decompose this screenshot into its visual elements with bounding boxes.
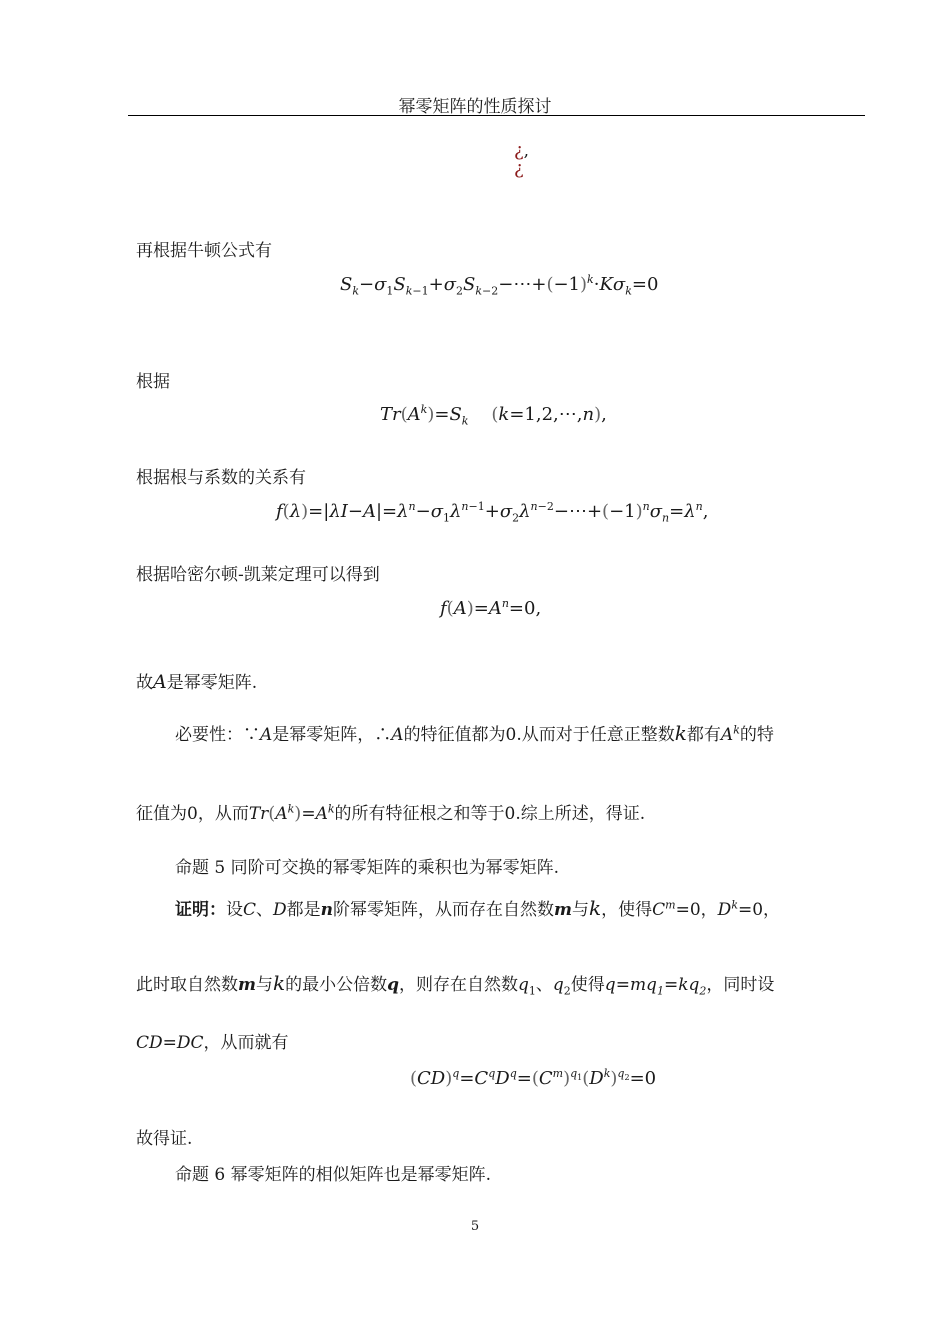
artifact-glyphs: ¿, ¿ xyxy=(514,140,530,179)
root-coeff-line: 根据根与系数的关系有 xyxy=(136,468,306,488)
proof-line-2: 此时取自然数m与k的最小公倍数q，则存在自然数$q_1$、$q_2$使得$q=mq_1=kq_2$，同时设 xyxy=(136,971,775,998)
conclusion-line: 故A是幂零矩阵. xyxy=(136,671,258,693)
proof-line-3: CD=DC，从而就有 xyxy=(136,1033,289,1053)
newton-formula: $S_k-\sigma_1S_{k-1}+\sigma_2S_{k-2}-\cdots+(-1)^k\cdot K\sigma_k=0$ xyxy=(340,273,659,298)
header-rule xyxy=(128,115,865,116)
product-formula: $(CD)^q=C^qD^q=(C^m)^{q_1}(D^k)^{q_2}=0$ xyxy=(410,1067,657,1089)
char-poly-formula: $f(\lambda)=|\lambda I-A|=\lambda^n-\sigma_1\lambda^{n-1}+\sigma_2\lambda^{n-2}-\cdots+(-1)^n\sigma_n=\lambda^n$, xyxy=(276,500,709,525)
cayley-formula: $f(A)=A^n=0$, xyxy=(440,597,542,619)
cayley-intro: 根据哈密尔顿-凯莱定理可以得到 xyxy=(136,565,380,585)
proof-line-1: 证明：设C、D都是n阶幂零矩阵，从而存在自然数m与k，使得$C^m=0$，$D^k=0$， xyxy=(175,896,781,920)
proposition-5: 命题 5 同阶可交换的幂零矩阵的乘积也为幂零矩阵. xyxy=(175,858,560,878)
necessity-line-2: 征值为0，从而$Tr(A^k)=A^k$的所有特征根之和等于0.综上所述，得证. xyxy=(136,802,646,824)
newton-intro: 再根据牛顿公式有 xyxy=(136,241,272,261)
genju-line: 根据 xyxy=(136,372,170,392)
qed-line: 故得证. xyxy=(136,1129,193,1149)
necessity-line-1: 必要性：∵A是幂零矩阵，∴A的特征值都为0.从而对于任意正整数k都有$A^k$的特 xyxy=(175,721,774,745)
proposition-6: 命题 6 幂零矩阵的相似矩阵也是幂零矩阵. xyxy=(175,1165,492,1185)
page-number: 5 xyxy=(470,1219,480,1234)
page-header: 幂零矩阵的性质探讨 xyxy=(398,97,552,117)
trace-formula: $Tr(A^k)=S_k$ (k=1,2,⋯,n), xyxy=(380,403,607,428)
